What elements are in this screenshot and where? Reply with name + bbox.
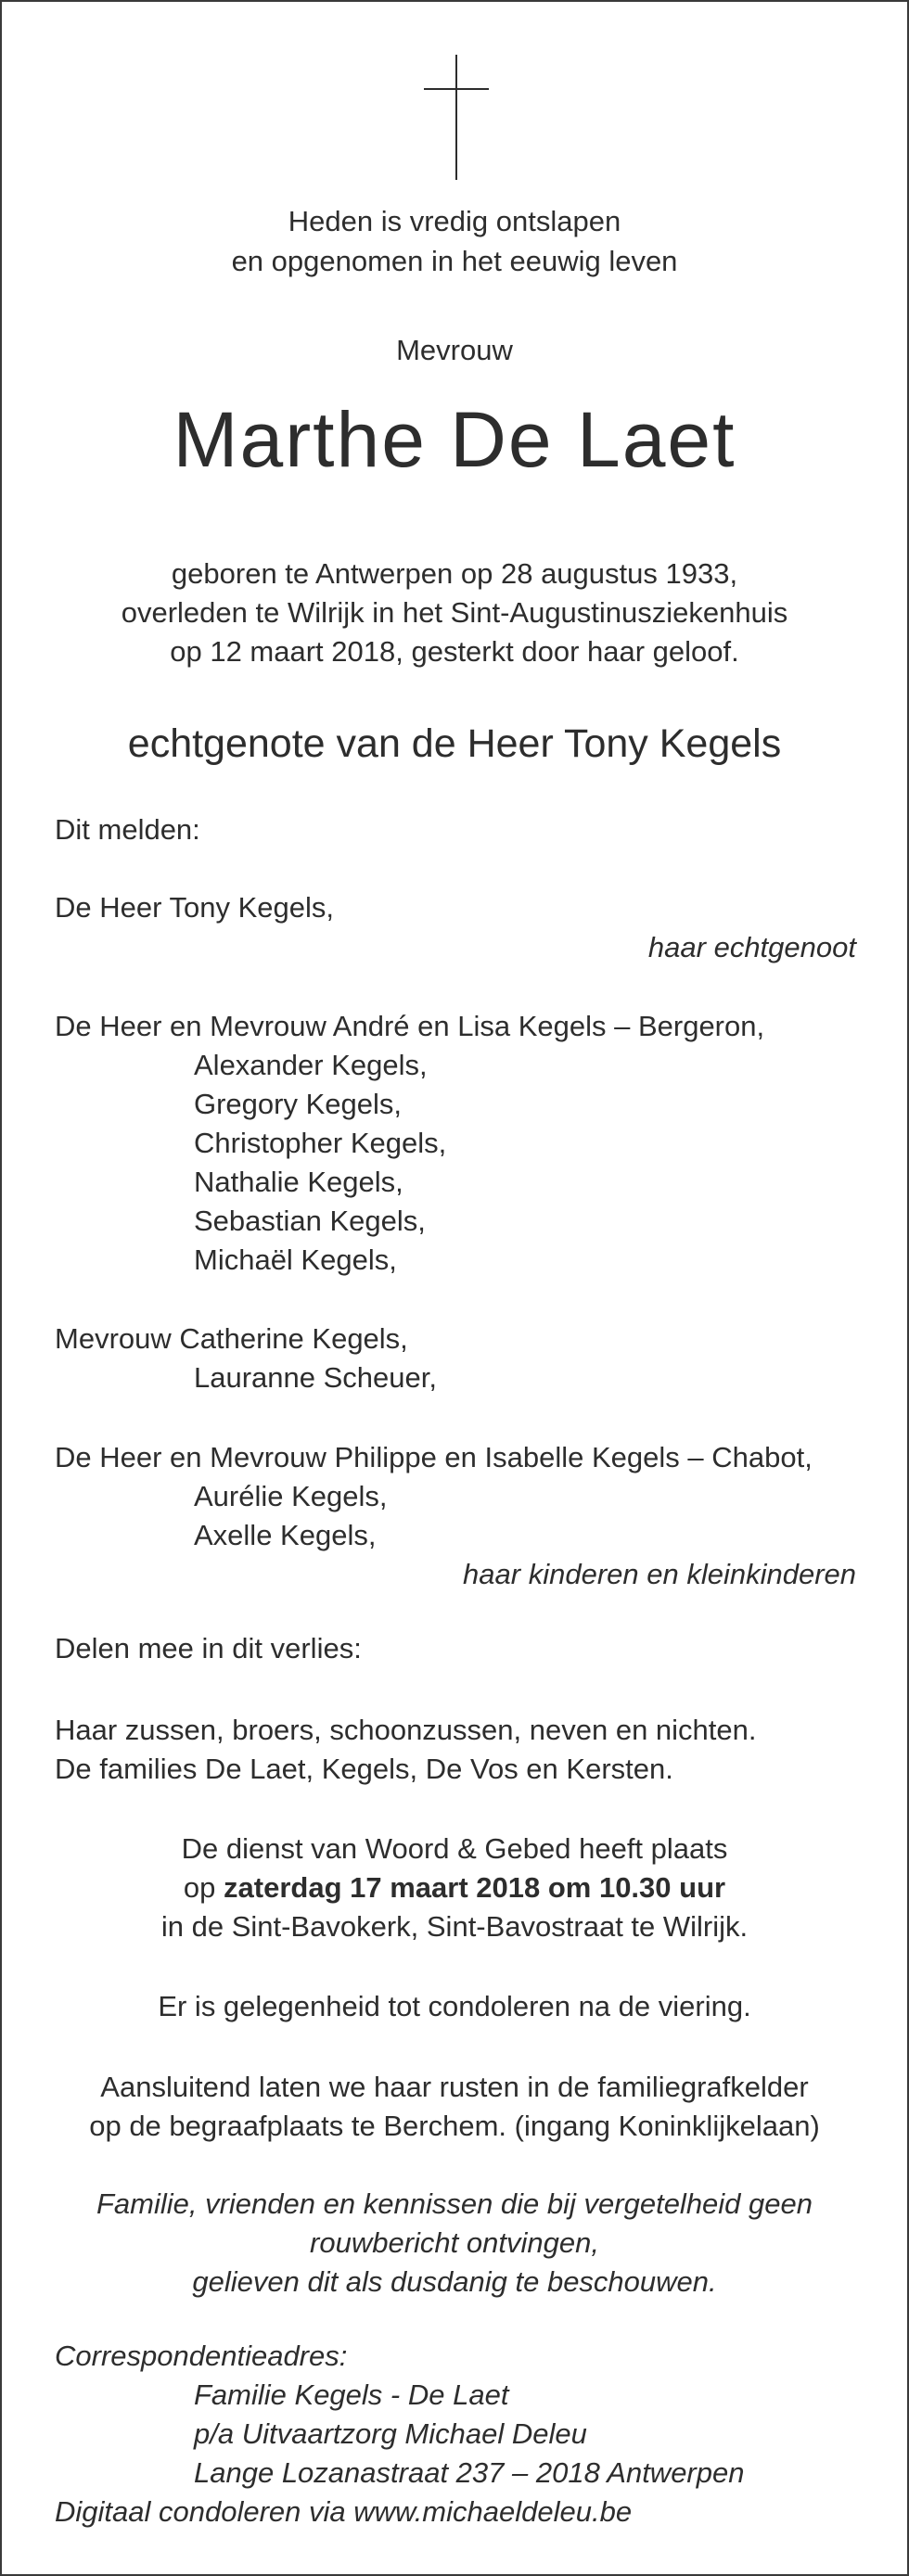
husband-role: haar echtgenoot — [647, 931, 856, 963]
online-condolence: Digitaal condoleren via www.michaeldeleu.be — [55, 2495, 633, 2528]
intro-line-1: Heden is vredig ontslapen — [288, 205, 621, 237]
birth-line-2: overleden te Wilrijk in het Sint-Augustinusziekenhuis — [121, 596, 788, 629]
grandchild-name: Alexander Kegels, — [194, 1049, 428, 1081]
cross-icon — [424, 55, 489, 180]
honorific: Mevrouw — [396, 334, 513, 366]
correspondence-label: Correspondentieadres: — [55, 2340, 348, 2372]
family-group-1-parents: De Heer en Mevrouw André en Lisa Kegels – Bergeron, — [55, 1010, 765, 1042]
burial-line-2: op de begraafplaats te Berchem. (ingang Koninklijkelaan) — [89, 2110, 820, 2142]
spouse-line: echtgenote van de Heer Tony Kegels — [127, 721, 782, 766]
birth-line-1: geboren te Antwerpen op 28 augustus 1933, — [171, 557, 738, 590]
service-line-2 — [2, 1868, 907, 1907]
family-group-3-parents: De Heer en Mevrouw Philippe en Isabelle Kegels – Chabot, — [55, 1441, 813, 1473]
service-line-3: in de Sint-Bavokerk, Sint-Bavostraat te Wilrijk. — [160, 1910, 749, 1943]
grandchild-name: Sebastian Kegels, — [194, 1205, 426, 1237]
grandchild-name: Aurélie Kegels, — [194, 1480, 388, 1512]
share-line-2: De families De Laet, Kegels, De Vos en Kersten. — [55, 1753, 673, 1785]
announce-heading: Dit melden: — [55, 813, 200, 846]
service-date: zaterdag 17 maart 2018 om 10.30 uur — [224, 1871, 726, 1904]
grandchild-name: Lauranne Scheuer, — [194, 1361, 437, 1394]
husband-name: De Heer Tony Kegels, — [55, 891, 334, 924]
intro-line-2: en opgenomen in het eeuwig leven — [231, 245, 678, 277]
condolence-note: Er is gelegenheid tot condoleren na de viering. — [158, 1990, 751, 2022]
deceased-name: Marthe De Laet — [173, 396, 736, 483]
share-line-1: Haar zussen, broers, schoonzussen, neven en nichten. — [55, 1714, 757, 1746]
service-line-1: De dienst van Woord & Gebed heeft plaats — [181, 1832, 728, 1865]
burial-line-1: Aansluitend laten we haar rusten in de familiegrafkelder — [100, 2071, 809, 2103]
notice-line-2: rouwbericht ontvingen, — [310, 2226, 599, 2259]
grandchild-name: Christopher Kegels, — [194, 1127, 447, 1159]
notice-line-3: gelieven dit als dusdanig te beschouwen. — [192, 2265, 717, 2298]
share-heading: Delen mee in dit verlies: — [55, 1632, 362, 1664]
grandchild-name: Nathalie Kegels, — [194, 1166, 403, 1198]
grandchild-name: Axelle Kegels, — [194, 1519, 377, 1551]
family-group-2-parent: Mevrouw Catherine Kegels, — [55, 1322, 408, 1355]
service-date-prefix: op — [183, 1871, 216, 1904]
correspondence-line-1: Familie Kegels - De Laet — [194, 2378, 509, 2411]
children-role: haar kinderen en kleinkinderen — [463, 1558, 856, 1590]
grandchild-name: Gregory Kegels, — [194, 1088, 402, 1120]
grandchild-name: Michaël Kegels, — [194, 1243, 397, 1276]
correspondence-line-2: p/a Uitvaartzorg Michael Deleu — [194, 2417, 587, 2450]
notice-line-1: Familie, vrienden en kennissen die bij vergetelheid geen — [96, 2187, 813, 2220]
correspondence-line-3: Lange Lozanastraat 237 – 2018 Antwerpen — [194, 2456, 745, 2489]
birth-line-3: op 12 maart 2018, gesterkt door haar geloof. — [170, 635, 739, 668]
